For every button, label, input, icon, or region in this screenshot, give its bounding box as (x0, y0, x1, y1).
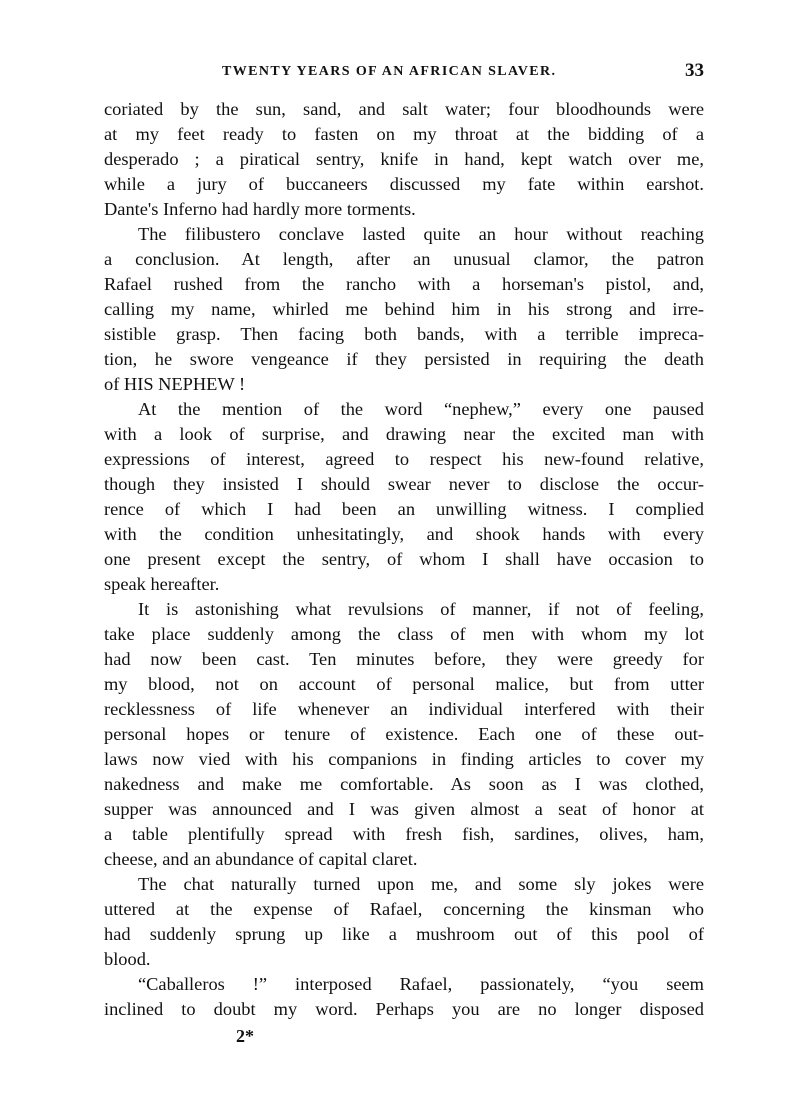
text-line: nakedness and make me comfortable. As soon as I was clothed, (104, 774, 704, 794)
text-line: a conclusion. At length, after an unusual clamor, the patron (104, 249, 704, 269)
text-line: at my feet ready to fasten on my throat at the bidding of a (104, 124, 704, 144)
text-line: though they insisted I should swear never to disclose the occur- (104, 474, 704, 494)
text-line: one present except the sentry, of whom I shall have occasion to (104, 549, 704, 569)
text-line: Dante's Inferno had hardly more torments. (104, 199, 416, 219)
text-line: had suddenly sprung up like a mushroom out of this pool of (104, 924, 704, 944)
paragraph-start-line: It is astonishing what revulsions of manner, if not of feeling, (138, 599, 704, 619)
text-line: a table plentifully spread with fresh fish, sardines, olives, ham, (104, 824, 704, 844)
paragraph-start-line: The filibustero conclave lasted quite an hour without reaching (138, 224, 704, 244)
running-head (104, 60, 704, 86)
text-line: supper was announced and I was given almost a seat of honor at (104, 799, 704, 819)
text-line: while a jury of buccaneers discussed my fate within earshot. (104, 174, 704, 194)
text-line: take place suddenly among the class of men with whom my lot (104, 624, 704, 644)
text-line: with a look of surprise, and drawing near the excited man with (104, 424, 704, 444)
running-title: TWENTY YEARS OF AN AFRICAN SLAVER. (222, 64, 557, 79)
text-line: tion, he swore vengeance if they persisted in requiring the death (104, 349, 704, 369)
signature-mark: 2* (236, 1026, 254, 1046)
text-line: laws now vied with his companions in finding articles to cover my (104, 749, 704, 769)
text-line: had now been cast. Ten minutes before, they were greedy for (104, 649, 704, 669)
text-line: recklessness of life whenever an individual interfered with their (104, 699, 704, 719)
text-line: uttered at the expense of Rafael, concerning the kinsman who (104, 899, 704, 919)
text-line: desperado ; a piratical sentry, knife in hand, kept watch over me, (104, 149, 704, 169)
text-line: inclined to doubt my word. Perhaps you are no longer disposed (104, 999, 704, 1019)
text-line: calling my name, whirled me behind him in his strong and irre- (104, 299, 704, 319)
text-line: of HIS NEPHEW ! (104, 374, 246, 394)
text-line: rence of which I had been an unwilling witness. I complied (104, 499, 704, 519)
paragraph-start-line: At the mention of the word “nephew,” every one paused (138, 399, 704, 419)
text-line: speak hereafter. (104, 574, 220, 594)
text-line: cheese, and an abundance of capital claret. (104, 849, 418, 869)
text-line: coriated by the sun, sand, and salt water; four bloodhounds were (104, 99, 704, 119)
text-line: personal hopes or tenure of existence. Each one of these out- (104, 724, 704, 744)
text-line: my blood, not on account of personal malice, but from utter (104, 674, 704, 694)
page-number: 33 (685, 60, 704, 81)
text-line: with the condition unhesitatingly, and shook hands with every (104, 524, 704, 544)
text-line: expressions of interest, agreed to respect his new-found relative, (104, 449, 704, 469)
text-line: Rafael rushed from the rancho with a horseman's pistol, and, (104, 274, 704, 294)
text-line: sistible grasp. Then facing both bands, with a terrible impreca- (104, 324, 704, 344)
body-text (104, 97, 704, 1022)
text-line: blood. (104, 949, 151, 969)
paragraph-start-line: The chat naturally turned upon me, and some sly jokes were (138, 874, 704, 894)
paragraph-start-line: “Caballeros !” interposed Rafael, passionately, “you seem (138, 974, 704, 994)
